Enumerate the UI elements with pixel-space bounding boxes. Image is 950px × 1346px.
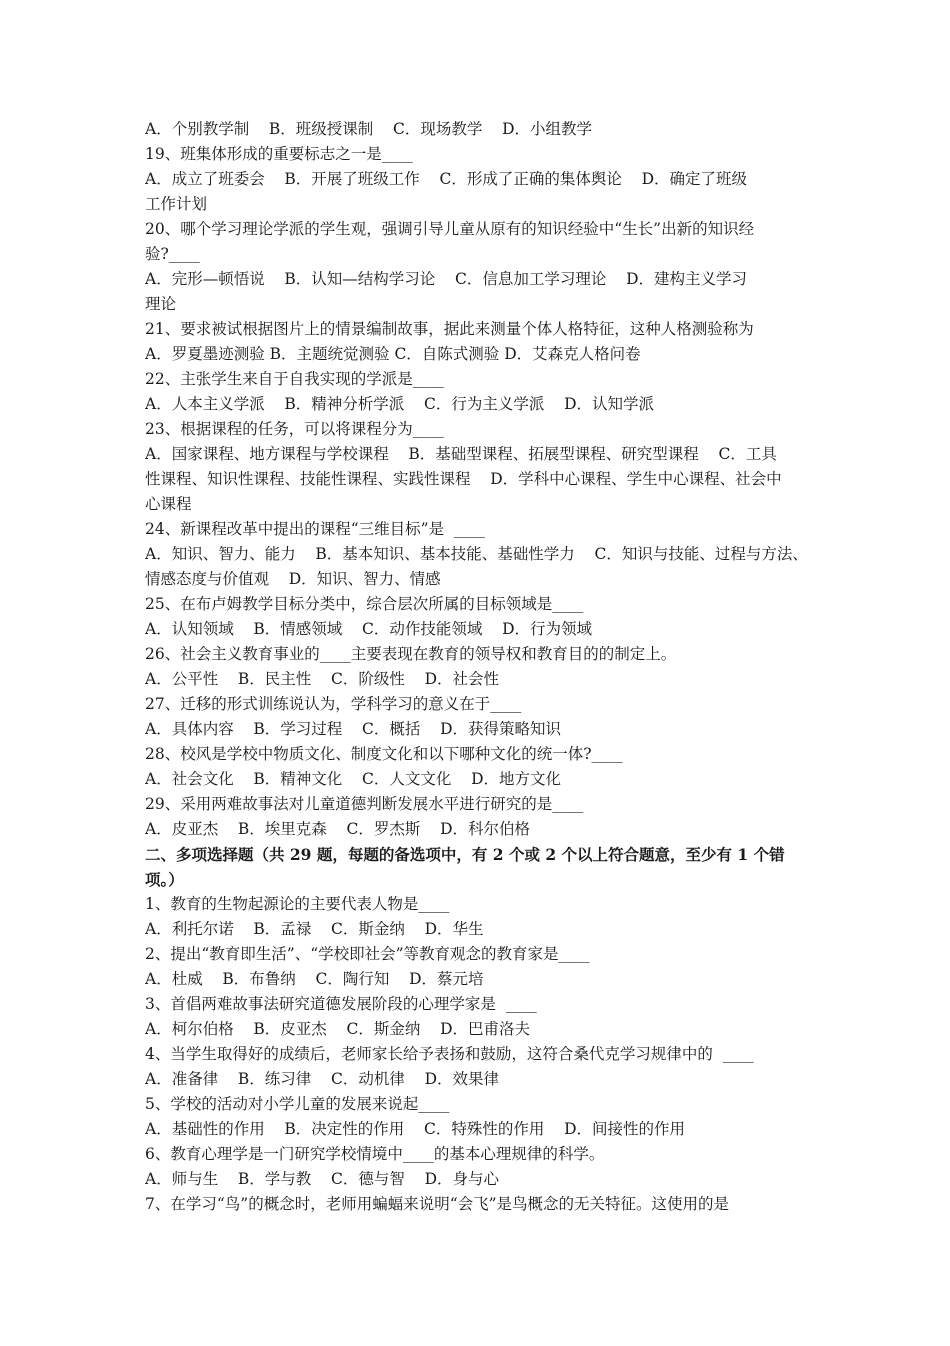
text-line: 3、首倡两难故事法研究道德发展阶段的心理学家是 ____ [145,995,537,1013]
text-line: A．皮亚杰 B．埃里克森 C．罗杰斯 D．科尔伯格 [145,820,530,838]
text-line: A．具体内容 B．学习过程 C．概括 D．获得策略知识 [145,720,561,738]
text-line: A．公平性 B．民主性 C．阶级性 D．社会性 [145,670,499,688]
text-line: A．社会文化 B．精神文化 C．人文文化 D．地方文化 [145,770,561,788]
text-line: 6、教育心理学是一门研究学校情境中____的基本心理规律的科学。 [145,1145,605,1163]
text-line: 20、哪个学习理论学派的学生观，强调引导儿童从原有的知识经验中“生长”出新的知识经 [145,220,755,238]
text-line: A．国家课程、地方课程与学校课程 B．基础型课程、拓展型课程、研究型课程 C．工具 [145,445,777,463]
text-line: 28、校风是学校中物质文化、制度文化和以下哪种文化的统一体?____ [145,745,623,763]
text-line: A．柯尔伯格 B．皮亚杰 C．斯金纳 D．巴甫洛夫 [145,1020,530,1038]
text-line: A．罗夏墨迹测验 B．主题统觉测验 C．自陈式测验 D．艾森克人格问卷 [145,345,641,363]
text-line: A．人本主义学派 B．精神分析学派 C．行为主义学派 D．认知学派 [145,395,654,413]
text-line: 27、迁移的形式训练说认为，学科学习的意义在于____ [145,695,522,713]
text-line: A．完形—顿悟说 B．认知—结构学习论 C．信息加工学习理论 D．建构主义学习 [145,270,747,288]
text-line: 验?____ [145,245,200,263]
text-line: 情感态度与价值观 D．知识、智力、情感 [145,570,441,588]
text-line: A．杜威 B．布鲁纳 C．陶行知 D．蔡元培 [145,970,484,988]
text-line: A．成立了班委会 B．开展了班级工作 C．形成了正确的集体舆论 D．确定了班级 [145,170,747,188]
text-line: A．师与生 B．学与教 C．德与智 D．身与心 [145,1170,499,1188]
text-line: 理论 [145,295,177,313]
text-line: A．个别教学制 B．班级授课制 C．现场教学 D．小组教学 [145,120,592,138]
text-line: 性课程、知识性课程、技能性课程、实践性课程 D．学科中心课程、学生中心课程、社会中 [145,470,782,488]
text-line: 2、提出“教育即生活”、“学校即社会”等教育观念的教育家是____ [145,945,590,963]
text-line: A．准备律 B．练习律 C．动机律 D．效果律 [145,1070,499,1088]
text-line: 23、根据课程的任务，可以将课程分为____ [145,420,444,438]
text-line: 1、教育的生物起源论的主要代表人物是____ [145,895,450,913]
text-line: A．知识、智力、能力 B．基本知识、基本技能、基础性学力 C．知识与技能、过程与方法、 [145,545,808,563]
text-line: A．基础性的作用 B．决定性的作用 C．特殊性的作用 D．间接性的作用 [145,1120,685,1138]
text-line: 25、在布卢姆教学目标分类中，综合层次所属的目标领域是____ [145,595,584,613]
text-line: 21、要求被试根据图片上的情景编制故事，据此来测量个体人格特征，这种人格测验称为 [145,320,754,338]
text-line: 26、社会主义教育事业的____主要表现在教育的领导权和教育目的的制定上。 [145,645,677,663]
text-line: 22、主张学生来自于自我实现的学派是____ [145,370,444,388]
text-line: 19、班集体形成的重要标志之一是____ [145,145,413,163]
text-line: A．利托尔诺 B．孟禄 C．斯金纳 D．华生 [145,920,484,938]
text-line: 5、学校的活动对小学儿童的发展来说起____ [145,1095,450,1113]
text-line: 4、当学生取得好的成绩后，老师家长给予表扬和鼓励，这符合桑代克学习规律中的 ____ [145,1045,754,1063]
text-line: 工作计划 [145,195,208,213]
section-heading-line: 二、多项选择题（共 29 题，每题的备选项中，有 2 个或 2 个以上符合题意，至少有 1 个错 [145,845,785,864]
text-line: 7、在学习“鸟”的概念时，老师用蝙蝠来说明“会飞”是鸟概念的无关特征。这使用的是 [145,1195,730,1213]
section-heading-line: 项。） [145,870,184,889]
text-line: 心课程 [145,495,192,513]
text-line: 24、新课程改革中提出的课程“三维目标”是 ____ [145,520,485,538]
text-line: A．认知领域 B．情感领域 C．动作技能领域 D．行为领域 [145,620,592,638]
document-body [145,117,820,1217]
text-line: 29、采用两难故事法对儿童道德判断发展水平进行研究的是____ [145,795,584,813]
